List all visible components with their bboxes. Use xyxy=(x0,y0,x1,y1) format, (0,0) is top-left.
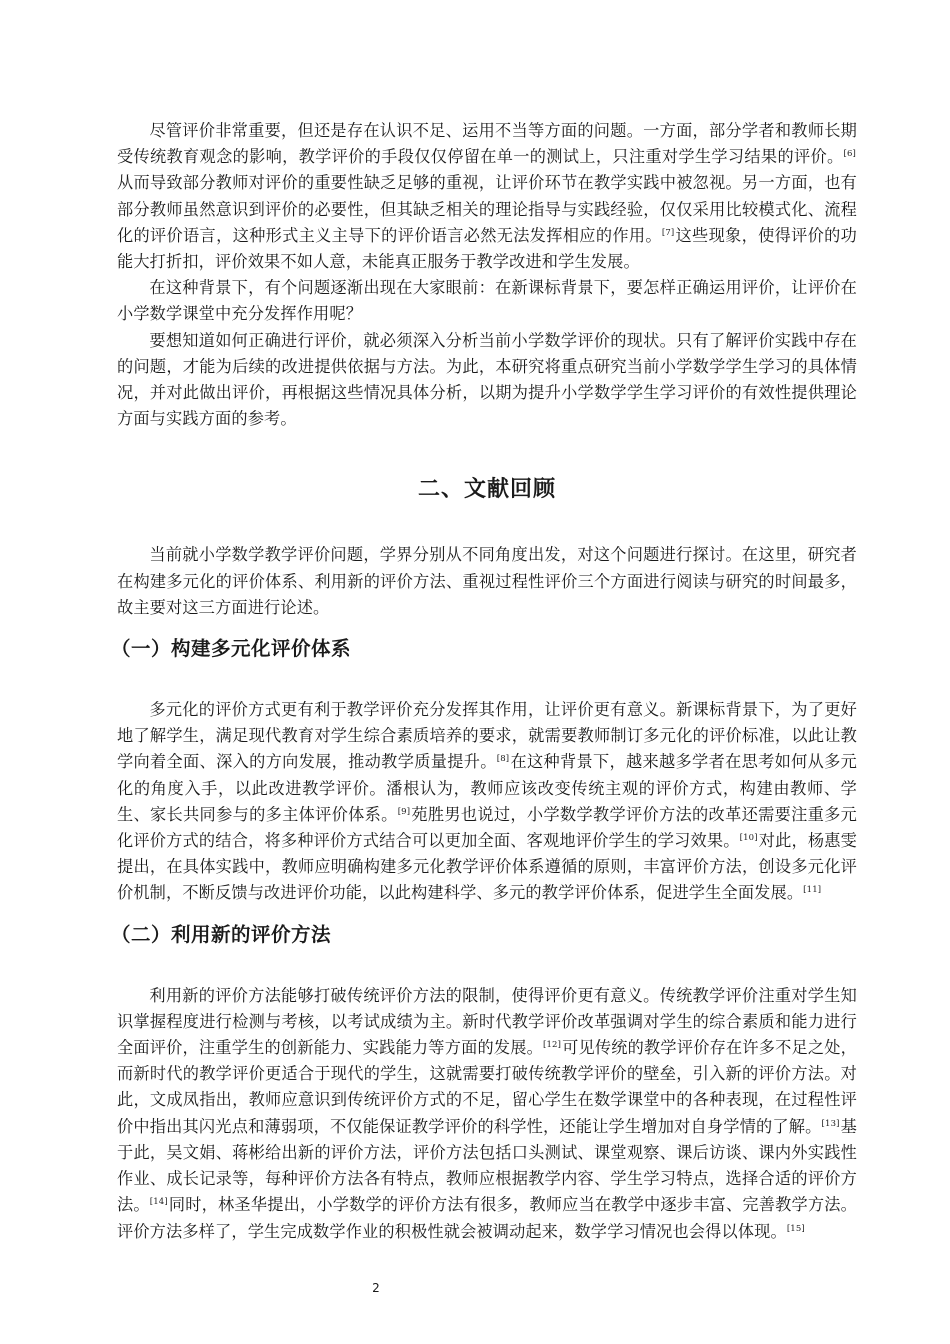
paragraph-text: 基于此，吴文娟、蒋彬给出新的评价方法，评价方法包括口头测试、课堂观察、课后访谈、课内外实践性作业、成长记录等，每种评价方法各有特点，教师应根据教学内容、学生学习特点，选择合适的评价方法。 xyxy=(117,1116,857,1215)
citation: [11] xyxy=(803,885,822,896)
document-page xyxy=(111,118,858,1245)
paragraph-text: 同时，林圣华提出，小学数学的评价方法有很多，教师应当在教学中逐步丰富、完善教学方法。评价方法多样了，学生完成数学作业的积极性就会被调动起来，数学学习情况也会得以体现。 xyxy=(117,1195,857,1241)
paragraph-text: 当前就小学数学教学评价问题，学界分别从不同角度出发，对这个问题进行探讨。在这里，研究者在构建多元化的评价体系、利用新的评价方法、重视过程性评价三个方面进行阅读与研究的时间最多，故主要对这三方面进行论述。 xyxy=(117,545,857,617)
paragraph-text: 尽管评价非常重要，但还是存在认识不足、运用不当等方面的问题。一方面，部分学者和教师长期受传统教育观念的影响，教学评价的手段仅仅停留在单一的测试上，只注重对学生学习结果的评价。 xyxy=(117,121,857,167)
citation: [10] xyxy=(739,833,758,844)
paragraph-text: 这些现象，使得评价的功能大打折扣，评价效果不如人意，未能真正服务于教学改进和学生发展。 xyxy=(117,225,857,272)
paragraph xyxy=(117,118,857,275)
subsection-heading: （一）构建多元化评价体系 xyxy=(111,637,352,661)
paragraph-text: 在这种背景下，有个问题逐渐出现在大家眼前：在新课标背景下，要怎样正确运用评价，让评价在小学数学课堂中充分发挥作用呢？ xyxy=(117,278,857,324)
citation: [8] xyxy=(496,754,510,765)
paragraph xyxy=(117,697,857,907)
paragraph-text: 利用新的评价方法能够打破传统评价方法的限制，使得评价更有意义。传统教学评价注重对学生知识掌握程度进行检测与考核，以考试成绩为主。新时代教学评价改革强调对学生的综合素质和能力进行全面评价，注重学生的创新能力、实践能力等方面的发展。 xyxy=(117,985,857,1058)
citation: [7] xyxy=(661,227,675,238)
paragraph-text: 苑胜男也说过，小学数学教学评价方法的改革还需要注重多元化评价方式的结合，将多种评价方式结合可以更加全面、客观地评价学生的学习效果。 xyxy=(117,804,857,851)
citation: [14] xyxy=(149,1197,168,1208)
section-heading: 二、文献回顾 xyxy=(417,477,556,503)
page-number: 2 xyxy=(372,1281,380,1295)
paragraph-text: 从而导致部分教师对评价的重要性缺乏足够的重视，让评价环节在教学实践中被忽视。另一方面，也有部分教师虽然意识到评价的必要性，但其缺乏相关的理论指导与实践经验，仅仅采用比较模式化、流程化的评价语言，这种形式主义主导下的评价语言必然无法发挥相应的作用。 xyxy=(117,173,857,245)
citation: [12] xyxy=(543,1040,562,1051)
citation: [6] xyxy=(843,149,856,160)
paragraph xyxy=(117,328,857,433)
paragraph-text: 在这种背景下，越来越多学者在思考如何从多元化的角度入手，以此改进教学评价。潘根认为，教师应该改变传统主观的评价方式，构建由教师、学生、家长共同参与的多主体评价体系。 xyxy=(117,752,857,824)
paragraph-text: 要想知道如何正确进行评价，就必须深入分析当前小学数学评价的现状。只有了解评价实践中存在的问题，才能为后续的改进提供依据与方法。为此，本研究将重点研究当前小学数学学生学习的具体情况，并对此做出评价，再根据这些情况具体分析，以期为提升小学数学学生学习评价的有效性提供理论方面与实践方面的参考。 xyxy=(117,330,857,429)
citation: [9] xyxy=(397,806,411,817)
paragraph xyxy=(117,542,857,621)
paragraph xyxy=(117,983,857,1245)
paragraph-text: 多元化的评价方式更有利于教学评价充分发挥其作用，让评价更有意义。新课标背景下，为了更好地了解学生，满足现代教育对学生综合素质培养的要求，就需要教师制订多元化的评价标准，以此让教学向着全面、深入的方向发展，推动教学质量提升。 xyxy=(117,700,857,772)
paragraph xyxy=(117,275,857,327)
intro-section xyxy=(117,118,857,432)
citation: [15] xyxy=(786,1223,805,1234)
paragraph-text: 对此，杨惠雯提出，在具体实践中，教师应明确构建多元化教学评价体系遵循的原则，丰富评价方法，创设多元化评价机制，不断反馈与改进评价功能，以此构建科学、多元的教学评价体系，促进学生全面发展。 xyxy=(117,831,857,903)
paragraph-text: 可见传统的教学评价存在许多不足之处，而新时代的教学评价更适合于现代的学生，这就需要打破传统教学评价的壁垒，引入新的评价方法。对此，文成凤指出，教师应意识到传统评价方式的不足，留心学生在数学课堂中的各种表现，在过程性评价中指出其闪光点和薄弱项，不仅能保证教学评价的科学性，还能让学生增加对自身学情的了解。 xyxy=(117,1038,858,1136)
citation: [13] xyxy=(821,1118,840,1129)
subsection-heading: （二）利用新的评价方法 xyxy=(111,922,332,946)
